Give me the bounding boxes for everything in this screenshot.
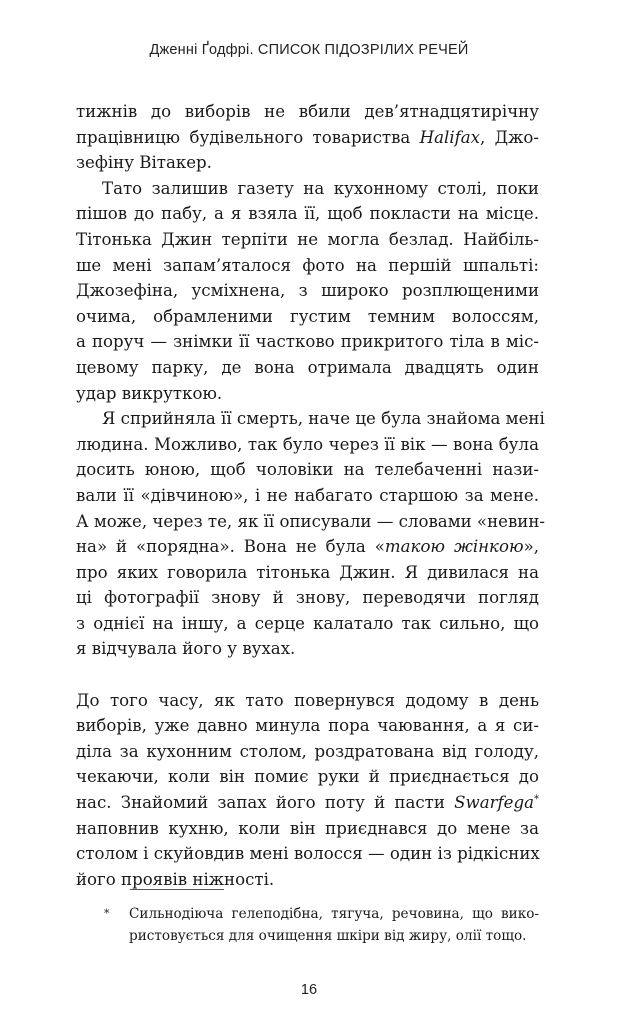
italic-run: Halifax [419,127,481,147]
text-line [76,790,539,816]
text-run: а поруч — знімки її частково прикритого тіла в міс- [76,332,539,352]
text-run: Джозефіна, усміхнена, з широко розплющеними [76,281,539,301]
footnote-marker: * [104,907,110,920]
text-line [129,925,539,947]
text-line [76,764,539,790]
text-line [76,483,539,509]
italic-run: такою жінкою [384,537,524,557]
text-line [76,457,539,483]
text-line [76,841,539,867]
text-run: Я сприйняла її смерть, наче це була знайома мені [102,409,545,429]
text-line [76,150,539,176]
paragraph [76,688,539,893]
text-line [76,432,539,458]
text-line [76,688,539,714]
footnote [104,903,539,947]
text-run: про яких говорила тітонька Джин. Я дивилася на [76,562,539,582]
text-line [76,329,539,355]
text-run: наповнив кухню, коли він приєднався до мене за [76,818,539,838]
text-line [76,636,539,662]
footnote-reference: * [534,794,539,806]
footnote-rule [130,889,224,890]
text-run: працівницю будівельного товариства [76,127,420,147]
text-run: А може, через те, як її описували — словами «невин- [76,511,546,531]
text-line [76,509,546,535]
text-run: ше мені запам’яталося фото на першій шпальті: [76,255,539,275]
paragraph [76,99,539,176]
text-run: Тато залишив газету на кухонному столі, поки [102,178,539,198]
text-line [76,816,539,842]
text-run: , Джо- [480,127,539,147]
text-line [76,739,539,765]
text-line [76,713,539,739]
text-line [76,355,539,381]
text-run: тижнів до виборів не вбили дев’ятнадцятирічну [76,102,539,121]
text-run: я відчувала його у вухах. [76,639,296,659]
text-run: нас. Знайомий запах його поту й пасти [76,793,455,813]
paragraph [76,176,539,406]
text-line [76,253,539,279]
text-line [76,227,539,253]
running-title: Дженні Ґодфрі. СПИСОК ПІДОЗРІЛИХ РЕЧЕЙ [149,42,469,58]
text-run: виборів, уже давно минула пора чаювання, а я си- [76,716,539,736]
text-run: на» й «порядна». Вона не була « [76,537,385,557]
text-run: », [523,537,540,557]
text-line [76,99,539,125]
text-line [76,176,539,202]
text-run: Тітонька Джин терпіти не могла безлад. Найбіль- [76,229,539,249]
text-line [76,304,539,330]
text-run: діла за кухонним столом, роздратована від голоду, [76,741,539,761]
text-run: людина. Можливо, так було через її вік — вона була [76,434,539,454]
text-run: Сильнодіюча гелеподібна, тягуча, речовина, що вико- [129,906,539,922]
text-run: його проявів ніжності. [76,869,275,889]
text-run: з однієї на іншу, а серце калатало так сильно, що [76,613,539,633]
text-line [76,278,539,304]
text-line [76,201,539,227]
text-run: удар викруткою. [76,383,223,403]
text-line [76,125,539,151]
text-run: досить юною, щоб чоловіки на телебаченні нази- [76,460,539,480]
text-run: До того часу, як тато повернувся додому в день [76,690,539,710]
text-run: цевому парку, де вона отримала двадцять один [76,357,539,377]
text-run: чекаючи, коли він помиє руки й приєднається до [76,767,539,787]
text-line [76,534,539,560]
text-run: зефіну Вітакер. [76,153,212,173]
text-line [76,585,539,611]
text-run: столом і скуйовдив мені волосся — один із рідкісних [76,844,540,864]
text-line [76,406,545,432]
text-run: вали її «дівчиною», і не набагато старшою за мене. [76,485,539,505]
text-run: очима, обрамленими густим темним волоссям, [76,306,539,326]
footnote-text [129,903,539,947]
text-line [76,381,539,407]
text-line [76,611,539,637]
text-line [76,560,539,586]
page-number: 16 [300,982,318,998]
italic-run: Swarfega [454,793,534,813]
text-run: пішов до пабу, а я взяла її, щоб покласти на місце. [76,204,539,224]
text-run: ці фотографії знову й знову, переводячи погляд [76,588,539,608]
text-line [129,903,539,925]
body-text [76,99,546,892]
section-break [76,662,539,688]
paragraph [76,406,546,662]
text-run: ристовується для очищення шкіри від жиру, олії тощо. [129,928,527,944]
